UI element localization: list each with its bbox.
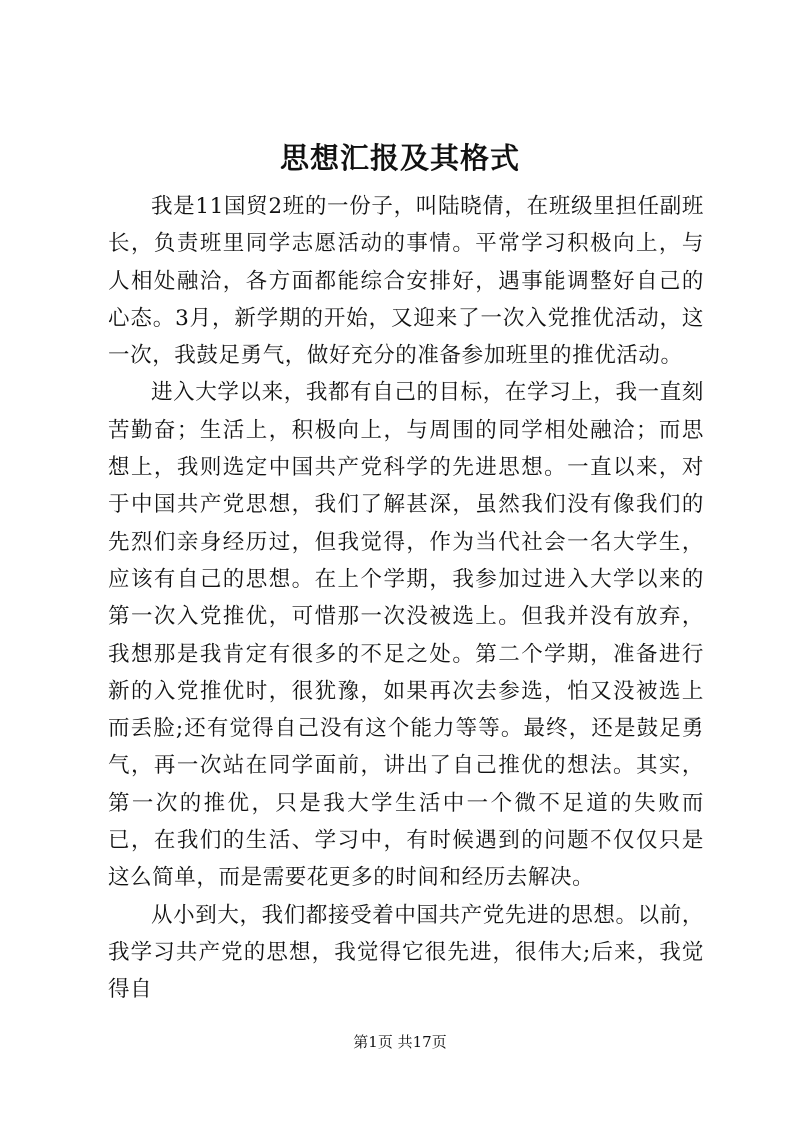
document-title: 思想汇报及其格式	[279, 141, 520, 175]
paragraph-1: 我是11国贸2班的一份子，叫陆晓倩，在班级里担任副班长，负责班里同学志愿活动的事情。平常学习积极向上，与人相处融洽，各方面都能综合安排好，遇事能调整好自己的心态。3月，新学期的开始，又迎来了一次入党推优活动，这一次，我鼓足勇气，做好充分的准备参加班里的推优活动。	[108, 194, 704, 369]
paragraph-2: 进入大学以来，我都有自己的目标，在学习上，我一直刻苦勤奋；生活上，积极向上，与周围的同学相处融洽；而思想上，我则选定中国共产党科学的先进思想。一直以来，对于中国共产党思想，我们了解甚深，虽然我们没有像我们的先烈们亲身经历过，但我觉得，作为当代社会一名大学生，应该有自己的思想。在上个学期，我参加过进入大学以来的第一次入党推优，可惜那一次没被选上。但我并没有放弃，我想那是我肯定有很多的不足之处。第二个学期，准备进行新的入党推优时，很犹豫，如果再次去参选，怕又没被选上而丢脸;还有觉得自己没有这个能力等等。最终，还是鼓足勇气，再一次站在同学面前，讲出了自己推优的想法。其实，第一次的推优，只是我大学生活中一个微不足道的失败而已，在我们的生活、学习中，有时候遇到的问题不仅仅只是这么简单，而是需要花更多的时间和经历去解决。	[108, 380, 704, 891]
page-footer: 第1页 共17页	[353, 1033, 447, 1051]
document-body	[108, 188, 704, 1009]
paragraph-3: 从小到大，我们都接受着中国共产党先进的思想。以前，我学习共产党的思想，我觉得它很先进，很伟大;后来，我觉得自	[108, 902, 704, 1003]
